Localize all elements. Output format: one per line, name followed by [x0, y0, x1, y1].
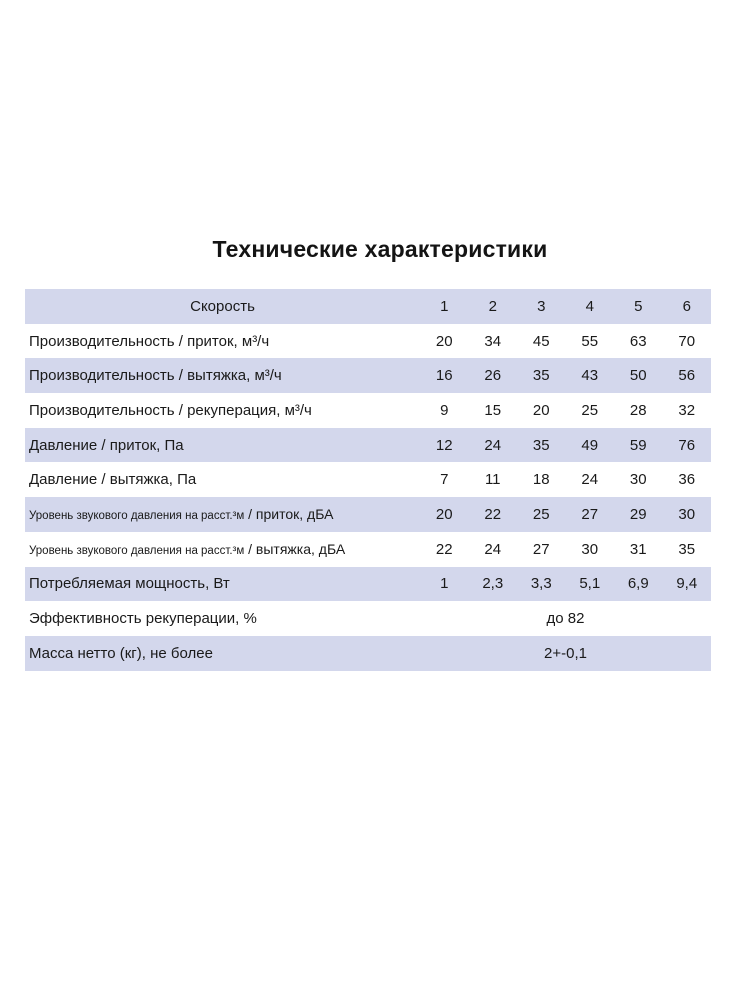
row-label: Потребляемая мощность, Вт — [25, 567, 420, 602]
table-cell: 43 — [566, 358, 615, 393]
table-cell: 32 — [678, 401, 696, 419]
table-row — [25, 393, 711, 428]
row-label: Эффективность рекуперации, % — [29, 610, 257, 628]
table-cell: 30 — [629, 471, 647, 489]
row-label: Производительность / вытяжка, м³/ч — [25, 358, 420, 393]
table-cell: 20 — [420, 497, 469, 532]
row-label-small: Уровень звукового давления на расст.³м — [29, 510, 245, 523]
table-cell: 28 — [629, 401, 647, 419]
header-speed-cell: 4 — [566, 289, 615, 324]
row-label-big: / вытяжка, дБА — [244, 541, 346, 558]
table-cell: 27 — [532, 540, 550, 558]
row-label — [25, 532, 420, 567]
table-cell: 35 — [678, 540, 696, 558]
table-cell: 9 — [440, 401, 449, 419]
table-cell: 45 — [532, 332, 550, 350]
page-title: Технические характеристики — [212, 236, 548, 262]
table-cell: 27 — [566, 497, 615, 532]
row-label-big: / приток, дБА — [244, 506, 334, 523]
table-cell: 15 — [484, 401, 502, 419]
merged-value-cell: 2+-0,1 — [420, 636, 711, 671]
row-label-small: Уровень звукового давления на расст.³м — [29, 545, 245, 558]
table-cell: 55 — [581, 332, 599, 350]
table-row — [25, 358, 711, 393]
header-speed-cell: 1 — [420, 289, 469, 324]
table-row — [25, 428, 711, 463]
table-row — [25, 601, 711, 636]
header-speed-cell: 3 — [517, 289, 566, 324]
table-cell: 31 — [629, 540, 647, 558]
row-label: Давление / приток, Па — [25, 428, 420, 463]
table-cell: 70 — [678, 332, 696, 350]
row-label: Производительность / приток, м³/ч — [29, 332, 270, 350]
header-speed-cell: 2 — [469, 289, 518, 324]
table-row — [25, 567, 711, 602]
table-cell: 16 — [420, 358, 469, 393]
table-cell: 26 — [469, 358, 518, 393]
row-label — [25, 497, 420, 532]
table-row — [25, 636, 711, 671]
table-cell: 5,1 — [566, 567, 615, 602]
table-row — [25, 462, 711, 497]
table-cell: 3,3 — [517, 567, 566, 602]
table-cell: 2,3 — [469, 567, 518, 602]
merged-value-cell: до 82 — [546, 610, 585, 628]
table-header-row — [25, 289, 711, 324]
table-cell: 7 — [440, 471, 449, 489]
header-speed-cell: 6 — [663, 289, 712, 324]
table-cell: 24 — [484, 540, 502, 558]
table-cell: 76 — [663, 428, 712, 463]
table-cell: 59 — [614, 428, 663, 463]
table-cell: 34 — [484, 332, 502, 350]
table-cell: 22 — [469, 497, 518, 532]
table-cell: 35 — [517, 358, 566, 393]
table-cell: 56 — [663, 358, 712, 393]
table-cell: 25 — [517, 497, 566, 532]
table-cell: 20 — [435, 332, 453, 350]
table-row — [25, 532, 711, 567]
header-label-speed: Скорость — [25, 289, 420, 324]
table-cell: 20 — [532, 401, 550, 419]
table-cell: 6,9 — [614, 567, 663, 602]
table-cell: 22 — [435, 540, 453, 558]
header-speed-cell: 5 — [614, 289, 663, 324]
table-cell: 35 — [517, 428, 566, 463]
table-cell: 36 — [678, 471, 696, 489]
table-cell: 30 — [581, 540, 599, 558]
table-cell: 12 — [420, 428, 469, 463]
table-row — [25, 324, 711, 359]
row-label: Производительность / рекуперация, м³/ч — [29, 401, 312, 419]
table-cell: 29 — [614, 497, 663, 532]
spec-table — [25, 289, 711, 671]
table-cell: 30 — [663, 497, 712, 532]
table-cell: 24 — [581, 471, 599, 489]
table-cell: 24 — [469, 428, 518, 463]
table-cell: 1 — [420, 567, 469, 602]
row-label: Масса нетто (кг), не более — [25, 636, 420, 671]
table-cell: 11 — [484, 471, 501, 489]
table-cell: 9,4 — [663, 567, 712, 602]
table-cell: 63 — [629, 332, 647, 350]
table-cell: 49 — [566, 428, 615, 463]
table-cell: 25 — [581, 401, 599, 419]
table-row — [25, 497, 711, 532]
table-cell: 50 — [614, 358, 663, 393]
row-label: Давление / вытяжка, Па — [29, 471, 197, 489]
table-cell: 18 — [532, 471, 550, 489]
